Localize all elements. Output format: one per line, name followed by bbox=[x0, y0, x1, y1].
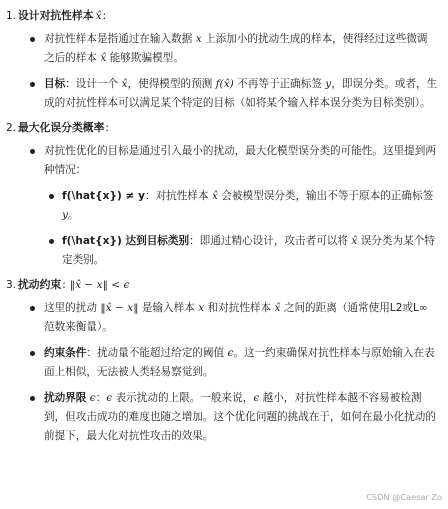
section-number: 1. bbox=[6, 10, 17, 22]
section-title: 最大化误分类概率 bbox=[18, 121, 105, 134]
text-segment: ：对抗性样本 bbox=[145, 190, 212, 202]
bullet-icon bbox=[30, 396, 35, 401]
math-segment: y bbox=[62, 209, 68, 221]
text-segment: ：设计一个 bbox=[65, 78, 122, 90]
section-heading bbox=[6, 120, 438, 136]
bold-label: f(\hat{x}) ≠ y bbox=[62, 190, 145, 202]
section-title-math: x̂ bbox=[95, 10, 102, 22]
section-title-math: ‖x̂ − x‖ < ϵ bbox=[69, 279, 130, 291]
list-item bbox=[6, 344, 438, 382]
bullet-icon bbox=[30, 37, 35, 42]
bullet-icon bbox=[30, 351, 35, 356]
text-segment: ，即误分类。或者，生成的对抗性样本可以满足某个特定的目标（如将某个输入样本误分类为目标类别）。 bbox=[44, 78, 438, 109]
watermark: CSDN @Caesar Zo bbox=[366, 492, 442, 502]
list-item bbox=[6, 299, 438, 337]
math-segment: y bbox=[325, 78, 332, 90]
bullet-icon bbox=[30, 82, 35, 87]
math-segment: f(x̂) bbox=[215, 78, 234, 90]
list-item bbox=[6, 75, 438, 113]
text-segment: 对抗性样本是指通过在输入数据 bbox=[44, 33, 196, 45]
text-segment: 误分类为某个特定类别。 bbox=[62, 235, 435, 266]
text-segment: 之间的距离（通常使用L2或L∞范数来衡量）。 bbox=[44, 302, 428, 333]
math-segment: x̂ bbox=[274, 302, 281, 314]
math-segment: x̂ bbox=[351, 235, 358, 247]
math-segment: ϵ bbox=[253, 392, 260, 404]
section-colon: : bbox=[62, 279, 66, 291]
bold-label: 约束条件 bbox=[44, 347, 87, 359]
text-segment: 能够欺骗模型。 bbox=[106, 52, 184, 64]
text-segment: 越小，对抗性样本越不容易被检测到，但攻击成功的难度也随之增加。这个优化问题的挑战在于，如何在最小化扰动的前提下，最大化对抗性攻击的效果。 bbox=[44, 392, 436, 442]
bullet-list bbox=[6, 299, 438, 446]
text-segment: ：扰动量不能超过给定的阈值 bbox=[86, 347, 228, 359]
text-segment: ：即通过精心设计，攻击者可以将 bbox=[189, 235, 352, 247]
text-segment: 。 bbox=[68, 209, 79, 221]
sub-bullet-list bbox=[44, 187, 438, 270]
math-segment: x bbox=[198, 302, 205, 314]
math-segment: ‖x̂ − x‖ bbox=[100, 302, 139, 314]
section-adversarial-sample bbox=[6, 8, 438, 113]
bold-label: f(\hat{x}) 达到目标类别 bbox=[62, 235, 190, 247]
section-colon: : bbox=[105, 122, 109, 134]
math-segment: x̂ bbox=[121, 78, 128, 90]
section-perturbation-constraint bbox=[6, 277, 438, 446]
text-segment: 和对抗性样本 bbox=[204, 302, 275, 314]
sub-list-item bbox=[44, 232, 438, 270]
bullet-icon bbox=[30, 149, 35, 154]
section-title: 设计对抗性样本 bbox=[18, 9, 94, 22]
math-segment: x̂ bbox=[211, 190, 218, 202]
section-maximize-misclassification bbox=[6, 120, 438, 270]
section-heading bbox=[6, 8, 438, 24]
section-colon: : bbox=[102, 10, 107, 22]
bold-label: 目标 bbox=[44, 78, 66, 90]
math-segment: ϵ bbox=[89, 392, 96, 404]
list-item bbox=[6, 30, 438, 68]
text-segment: 表示扰动的上限。一般来说， bbox=[112, 392, 254, 404]
text-segment: 这里的扰动 bbox=[44, 302, 101, 314]
text-segment: 对抗性优化的目标是通过引入最小的扰动，最大化模型误分类的可能性。这里提到两种情况： bbox=[44, 145, 436, 176]
math-segment: x̂ bbox=[100, 52, 107, 64]
list-item bbox=[6, 389, 438, 446]
text-segment: ，使得模型的预测 bbox=[127, 78, 216, 90]
list-item bbox=[6, 142, 438, 270]
text-segment: 会被模型误分类，输出不等于原本的正确标签 bbox=[217, 190, 434, 202]
math-segment: ϵ bbox=[227, 347, 234, 359]
text-segment: ： bbox=[95, 392, 107, 404]
section-number: 3. bbox=[6, 279, 17, 291]
text-segment: 是输入样本 bbox=[138, 302, 199, 314]
bullet-icon bbox=[49, 194, 54, 199]
bold-label: 扰动界限 bbox=[44, 392, 87, 404]
text-segment: 上添加小的扰动生成的样本，使得经过这些微调之后的样本 bbox=[44, 33, 428, 64]
bullet-icon bbox=[49, 239, 54, 244]
sub-list-item bbox=[44, 187, 438, 225]
math-segment: x bbox=[195, 33, 202, 45]
text-segment: 。这一约束确保对抗性样本与原始输入在表面上相似，无法被人类轻易察觉到。 bbox=[44, 347, 435, 378]
bullet-list bbox=[6, 142, 438, 270]
bullet-icon bbox=[30, 306, 35, 311]
section-number: 2. bbox=[6, 122, 17, 134]
section-heading bbox=[6, 277, 438, 293]
bullet-list bbox=[6, 30, 438, 113]
math-segment: ϵ bbox=[106, 392, 113, 404]
section-title: 扰动约束 bbox=[18, 278, 62, 291]
text-segment: 不再等于正确标签 bbox=[233, 78, 326, 90]
